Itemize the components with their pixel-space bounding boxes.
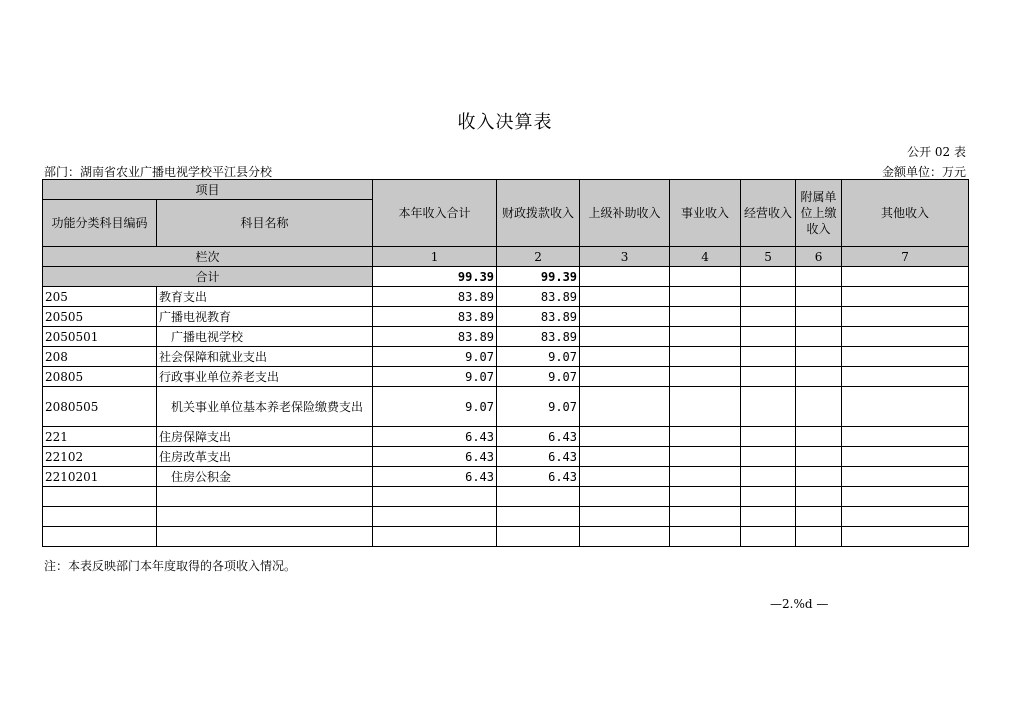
row-code: 208 (43, 347, 157, 367)
header-business: 事业收入 (670, 180, 741, 247)
income-statement-table (42, 179, 969, 547)
table-row (43, 347, 969, 367)
row-name: 住房保障支出 (157, 427, 373, 447)
row-total: 9.07 (373, 347, 497, 367)
row-code: 2210201 (43, 467, 157, 487)
header-fiscal: 财政拨款收入 (497, 180, 580, 247)
column-index-label: 栏次 (43, 247, 373, 267)
header-total: 本年收入合计 (373, 180, 497, 247)
row-name: 广播电视学校 (157, 327, 373, 347)
row-code: 2050501 (43, 327, 157, 347)
row-total: 6.43 (373, 427, 497, 447)
page-title: 收入决算表 (457, 112, 553, 133)
empty-row (43, 527, 969, 547)
empty-row (43, 487, 969, 507)
header-item: 项目 (43, 180, 373, 200)
column-index-2: 2 (497, 247, 580, 267)
empty-row (43, 507, 969, 527)
row-code: 20805 (43, 367, 157, 387)
table-row (43, 367, 969, 387)
column-index-3: 3 (580, 247, 670, 267)
column-index-4: 4 (670, 247, 741, 267)
row-total: 83.89 (373, 327, 497, 347)
row-name: 教育支出 (157, 287, 373, 307)
page-number: —2.%d — (770, 597, 829, 611)
row-fiscal: 9.07 (497, 367, 580, 387)
row-total: 9.07 (373, 367, 497, 387)
form-number: 公开 02 表 (907, 145, 966, 159)
row-name: 广播电视教育 (157, 307, 373, 327)
row-total: 83.89 (373, 287, 497, 307)
header-operating: 经营收入 (741, 180, 796, 247)
table-row (43, 467, 969, 487)
total-fiscal: 99.39 (497, 267, 580, 287)
row-code: 221 (43, 427, 157, 447)
total-row (43, 267, 969, 287)
table-row (43, 427, 969, 447)
footnote: 注：本表反映部门本年度取得的各项收入情况。 (44, 559, 297, 573)
row-total: 6.43 (373, 467, 497, 487)
row-fiscal: 6.43 (497, 447, 580, 467)
table-row (43, 287, 969, 307)
row-name: 行政事业单位养老支出 (157, 367, 373, 387)
header-upper: 上级补助收入 (580, 180, 670, 247)
total-amount: 99.39 (373, 267, 497, 287)
header-other: 其他收入 (842, 180, 969, 247)
department-label: 部门：湖南省农业广播电视学校平江县分校 (44, 165, 273, 179)
column-index-7: 7 (842, 247, 969, 267)
row-fiscal: 83.89 (497, 287, 580, 307)
row-fiscal: 9.07 (497, 347, 580, 367)
amount-unit-label: 金额单位：万元 (881, 165, 966, 179)
row-fiscal: 83.89 (497, 327, 580, 347)
row-fiscal: 83.89 (497, 307, 580, 327)
row-total: 83.89 (373, 307, 497, 327)
header-name: 科目名称 (157, 200, 373, 247)
table-row (43, 387, 969, 427)
column-index-1: 1 (373, 247, 497, 267)
table-row (43, 327, 969, 347)
row-total: 9.07 (373, 387, 497, 427)
row-fiscal: 9.07 (497, 387, 580, 427)
row-code: 20505 (43, 307, 157, 327)
row-fiscal: 6.43 (497, 467, 580, 487)
header-code: 功能分类科目编码 (43, 200, 157, 247)
header-affiliated: 附属单位上缴收入 (796, 180, 842, 247)
row-code: 22102 (43, 447, 157, 467)
column-index-5: 5 (741, 247, 796, 267)
row-code: 2080505 (43, 387, 157, 427)
row-name: 住房改革支出 (157, 447, 373, 467)
row-name: 社会保障和就业支出 (157, 347, 373, 367)
table-row (43, 447, 969, 467)
row-name: 住房公积金 (157, 467, 373, 487)
row-fiscal: 6.43 (497, 427, 580, 447)
column-index-6: 6 (796, 247, 842, 267)
row-code: 205 (43, 287, 157, 307)
total-label: 合计 (43, 267, 373, 287)
row-total: 6.43 (373, 447, 497, 467)
table-row (43, 307, 969, 327)
row-name: 机关事业单位基本养老保险缴费支出 (157, 387, 373, 427)
